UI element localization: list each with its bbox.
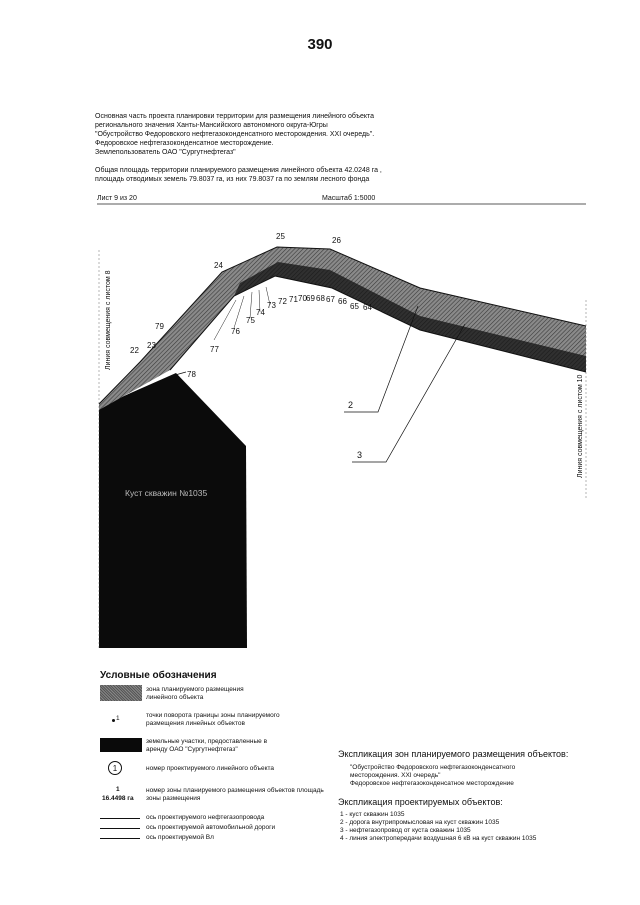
legend-point-dot — [112, 719, 115, 722]
point-label: 77 — [210, 345, 219, 354]
page-number: 390 — [307, 36, 333, 53]
point-label: 75 — [246, 316, 255, 325]
summary-line: Общая площадь территории планируемого размещения линейного объекта 42.0248 га , — [95, 167, 382, 174]
legend-line-road — [100, 828, 140, 829]
point-label: 26 — [332, 236, 341, 245]
point-label: 64 — [363, 303, 372, 312]
zones-explication-line: Федоровское нефтегазоконденсатное месторождение — [350, 780, 514, 787]
point-label: 65 — [350, 302, 359, 311]
legend-text: зона планируемого размещения линейного объекта — [146, 686, 244, 701]
point-label: 76 — [231, 327, 240, 336]
legend-point-marker: 1 — [116, 715, 120, 722]
legend-zone-area: 16.4498 га — [102, 795, 134, 802]
intro-line: Землепользователь ОАО "Сургутнефтегаз" — [95, 149, 236, 156]
objects-explication-title: Экспликация проектируемых объектов: — [338, 797, 503, 807]
zones-explication-line: месторождения. XXI очередь" — [350, 772, 441, 779]
legend-object-circle: 1 — [108, 761, 122, 775]
intro-line: Основная часть проекта планировки территории для размещения линейного объекта — [95, 113, 375, 120]
intro-line: "Обустройство Федоровского нефтегазоконденсатного месторождения. XXI очередь". — [95, 131, 375, 138]
sheet-label: Лист 9 из 20 — [97, 195, 137, 202]
left-edge-label: Линия совмещения с листом 8 — [105, 270, 112, 370]
legend-zone-number: 1 — [116, 786, 120, 793]
legend-text: номер зоны планируемого размещения объектов площадь зоны размещения — [146, 787, 324, 802]
right-edge-label: Линия совмещения с листом 10 — [577, 374, 584, 478]
scale-label: Масштаб 1:5000 — [322, 195, 376, 202]
point-label: 66 — [338, 297, 347, 306]
intro-line: регионального значения Ханты-Мансийского автономного округа-Югры — [95, 122, 328, 129]
zones-explication — [350, 764, 570, 788]
point-label: 25 — [276, 232, 285, 241]
legend-line-powerline — [100, 838, 140, 839]
point-label: 70 — [298, 294, 307, 303]
point-label: 22 — [130, 346, 139, 355]
well-pad-label: Куст скважин №1035 — [125, 488, 208, 498]
point-label: 23 — [147, 341, 156, 350]
point-label: 24 — [214, 261, 223, 270]
legend-text: номер проектируемого линейного объекта — [146, 765, 275, 772]
point-label: 67 — [326, 295, 335, 304]
legend-text: точки поворота границы зоны планируемого размещения линейных объектов — [146, 712, 280, 727]
callout-leader-3 — [352, 324, 465, 462]
legend-text: ось проектируемого нефтегазопровода — [146, 814, 265, 821]
objects-explication-line: 4 - линия электропередачи воздушная 6 кВ на куст скважин 1035 — [340, 835, 537, 842]
legend-text: ось проектируемой Вл — [146, 834, 214, 841]
well-pad-area — [99, 373, 247, 648]
callout-label-2: 2 — [348, 400, 354, 410]
point-label: 79 — [155, 322, 164, 331]
legend-swatch-leased — [100, 738, 142, 752]
zones-explication-line: "Обустройство Федоровского нефтегазоконденсатного — [350, 764, 516, 771]
legend-title: Условные обозначения — [100, 670, 217, 681]
legend-text: земельные участки, предоставленные в аренду ОАО "Сургутнефтегаз" — [146, 738, 268, 753]
objects-explication-line: 3 - нефтегазопровод от куста скважин 1035 — [340, 827, 471, 834]
point-label: 68 — [316, 294, 325, 303]
point-label: 78 — [187, 370, 196, 379]
callout-label-3: 3 — [357, 450, 363, 460]
point-label: 69 — [306, 294, 315, 303]
legend-text: ось проектируемой автомобильной дороги — [146, 824, 276, 831]
zones-explication-title: Экспликация зон планируемого размещения объектов: — [338, 749, 569, 759]
point-label: 72 — [278, 297, 287, 306]
intro-line: Федоровское нефтегазоконденсатное месторождение. — [95, 140, 274, 147]
objects-explication-line: 2 - дорога внутрипромысловая на куст скважин 1035 — [340, 819, 500, 826]
legend-line-pipeline — [100, 818, 140, 819]
legend-swatch-zone — [100, 685, 142, 701]
objects-explication-line: 1 - куст скважин 1035 — [340, 811, 405, 818]
point-label: 71 — [289, 295, 298, 304]
summary-line: площадь отводимых земель 79.8037 га, из них 79.8037 га по землям лесного фонда — [95, 176, 370, 183]
point-label: 73 — [267, 301, 276, 310]
point-label: 74 — [256, 308, 265, 317]
objects-explication — [340, 811, 600, 843]
